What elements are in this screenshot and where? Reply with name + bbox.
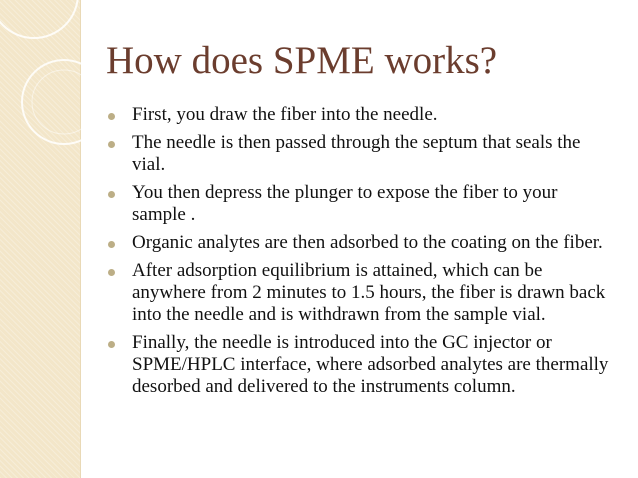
bullet-text: First, you draw the fiber into the needle.	[132, 104, 438, 125]
bullet-item	[106, 332, 616, 398]
bullet-item	[106, 260, 616, 326]
bullet-list	[106, 104, 616, 404]
bullet-dot-icon	[108, 269, 115, 276]
bullet-dot-icon	[108, 141, 115, 148]
bullet-item	[106, 182, 616, 226]
bullet-item	[106, 132, 616, 176]
bullet-dot-icon	[108, 341, 115, 348]
slide-title: How does SPME works?	[106, 39, 498, 82]
bullet-dot-icon	[108, 241, 115, 248]
bullet-text: After adsorption equilibrium is attained, which can be anywhere from 2 minutes to 1.5 hours, the fiber is drawn back into the needle and is withdrawn from the sample vial.	[132, 260, 606, 325]
bullet-item	[106, 104, 616, 126]
bullet-text: Organic analytes are then adsorbed to the coating on the fiber.	[132, 232, 603, 253]
bullet-text: You then depress the plunger to expose the fiber to your sample .	[132, 182, 558, 225]
bullet-text: Finally, the needle is introduced into the GC injector or SPME/HPLC interface, where adsorbed analytes are thermally desorbed and delivered to the instruments column.	[132, 332, 609, 397]
bullet-item	[106, 232, 616, 254]
bullet-dot-icon	[108, 191, 115, 198]
decorative-circles-icon	[0, 0, 120, 200]
bullet-dot-icon	[108, 113, 115, 120]
bullet-text: The needle is then passed through the septum that seals the vial.	[132, 132, 581, 175]
